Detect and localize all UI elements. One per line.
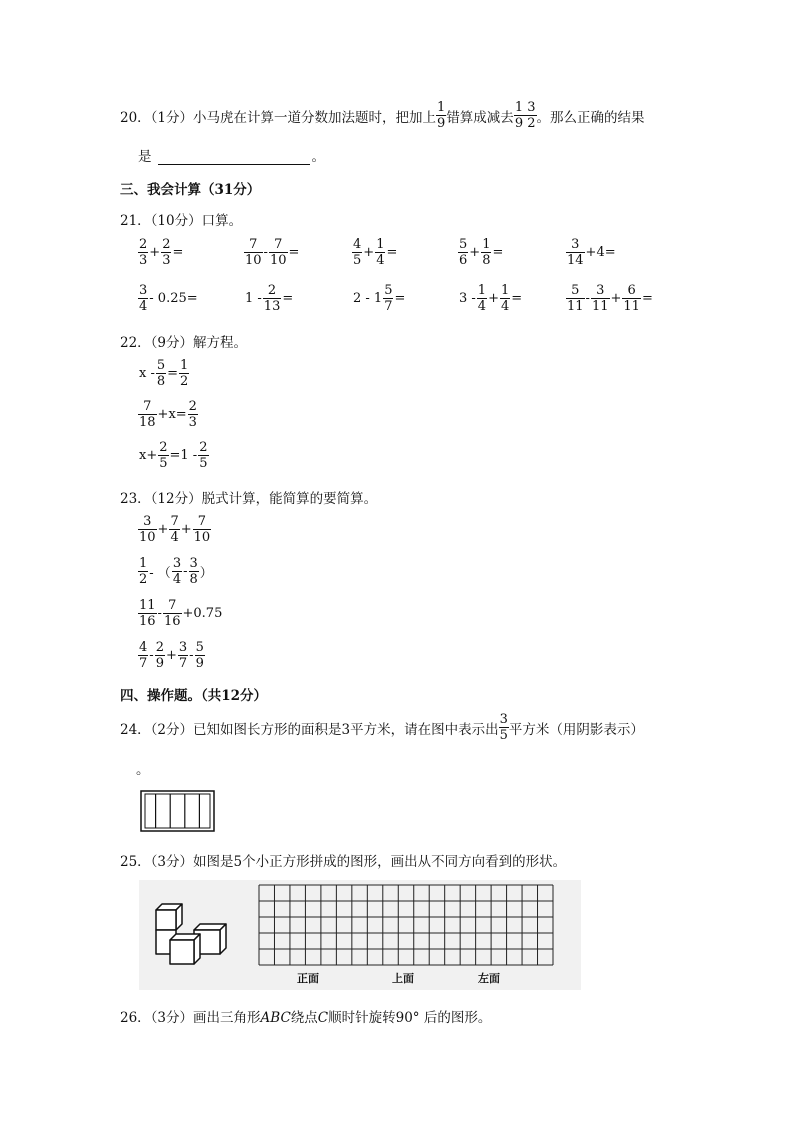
operator-text: x+ [139, 448, 158, 463]
q21-expression [566, 237, 617, 268]
q21-expression [566, 283, 654, 314]
fraction: 3 11 [591, 283, 609, 314]
q22-title: 22．（9分）解方程。 [120, 335, 248, 351]
operator-text: + [165, 648, 177, 663]
operator-text: - [149, 648, 154, 663]
fraction: 3 10 [139, 514, 156, 545]
q21-expression [138, 237, 184, 268]
q20-text-c: 。那么正确的结果 [536, 109, 645, 126]
fraction: $\frac{2}{3}$ [162, 237, 171, 268]
q26-text-b: 绕点 [290, 1010, 318, 1026]
fraction: $\frac{1}{8}$ [482, 237, 491, 268]
fraction: 5 9 [195, 640, 204, 671]
operator-text: = [641, 291, 653, 306]
operator-text: - [263, 245, 268, 260]
fraction: $\frac{6}{11}$ [623, 283, 640, 314]
operator-text: = [282, 291, 294, 306]
operator-text: = [386, 245, 398, 260]
q24-line1 [120, 712, 644, 743]
q23-expression [138, 556, 214, 587]
q24-text-a: 24．（2分）已知如图长方形的面积是3平方米，请在图中表示出 [120, 721, 499, 738]
fraction: 1 4 [477, 283, 487, 314]
q22-expression [138, 440, 209, 471]
q21-expression [244, 283, 294, 314]
q24-line2: 。 [136, 762, 150, 778]
operator-text: 2 - 1 [353, 291, 383, 306]
q20-text-b: 错算成减去 [446, 109, 514, 126]
operator-text: =1 - [169, 448, 198, 463]
view-label-front: 正面 [297, 972, 319, 985]
q20-text-a: 20．（1分）小马虎在计算一道分数加法题时，把加上 [120, 109, 437, 126]
fraction: 3 14 [567, 237, 584, 268]
operator-text: + [157, 522, 169, 537]
point-name: C [317, 1010, 329, 1026]
q20-line2-prefix: 是 [138, 149, 152, 165]
q24-text-b: 平方米（用阴影表示） [508, 721, 644, 738]
q21-expression [138, 283, 199, 314]
drawing-grid[interactable] [258, 884, 554, 966]
fraction: $\frac{2}{13}$ [263, 283, 281, 314]
fraction: $\frac{7}{4}$ [170, 514, 179, 545]
q21-expression [458, 283, 523, 314]
q22-expression [138, 358, 189, 389]
fraction: 3 4 [172, 556, 182, 587]
q23-expression [138, 598, 223, 629]
operator-text: - [189, 648, 194, 663]
operator-text: = [288, 245, 300, 260]
q20-fraction-1: 1 9 [437, 100, 446, 131]
operator-text: ） [199, 566, 213, 581]
fraction: $\frac{7}{10}$ [269, 237, 287, 268]
operator-text: = [167, 366, 179, 381]
section-4-heading: 四、操作题。（共12分） [120, 688, 268, 704]
q26-text-d: 顺时针旋转90° 后的图形。 [328, 1010, 492, 1026]
operator-text: + [149, 245, 161, 260]
fraction: 4 5 [353, 237, 362, 268]
q23-expression [138, 640, 205, 671]
rectangle-figure[interactable] [140, 790, 216, 832]
q25-title: 25．（3分）如图是5个小正方形拼成的图形，画出从不同方向看到的形状。 [120, 854, 567, 870]
operator-text: 1 - [245, 291, 262, 306]
view-label-left: 左面 [478, 972, 500, 985]
section-3-heading: 三、我会计算（31分） [120, 182, 261, 198]
operator-text: - [183, 564, 188, 579]
fraction: $\frac{2}{3}$ [188, 399, 197, 430]
q21-expression [458, 237, 504, 268]
fraction: 1 2 [139, 556, 148, 587]
fraction: 2 5 [199, 440, 208, 471]
fraction: 7 16 [163, 598, 181, 629]
fraction: $\frac{1}{4}$ [376, 237, 385, 268]
fraction: $\frac{1}{2}$ [180, 358, 189, 389]
fraction: $\frac{7}{10}$ [193, 514, 211, 545]
q26-text-a: 26．（3分）画出三角形 [120, 1010, 261, 1026]
q23-expression [138, 514, 211, 545]
fraction: 4 7 [139, 640, 148, 671]
fraction: 2 3 [139, 237, 148, 268]
operator-text: = [172, 245, 184, 260]
operator-text: - 0.25= [149, 291, 198, 306]
q21-expression [352, 283, 406, 314]
triangle-name: ABC [260, 1010, 291, 1026]
fraction: 11 16 [139, 598, 156, 629]
q20-line2 [138, 145, 325, 165]
fraction: 7 18 [139, 399, 156, 430]
operator-text: +x= [157, 407, 187, 422]
fraction: $\frac{3}{7}$ [178, 640, 188, 671]
operator-text: +4= [585, 245, 616, 260]
operator-text: + [469, 245, 481, 260]
operator-text: = [511, 291, 523, 306]
fraction: 5 6 [459, 237, 468, 268]
fraction: $\frac{5}{8}$ [156, 358, 166, 389]
operator-text: - [157, 606, 162, 621]
fraction: 3 8 [189, 556, 198, 587]
fraction: 2 9 [155, 640, 164, 671]
operator-text: = [492, 245, 504, 260]
operator-text: - [585, 291, 590, 306]
fraction: 7 10 [245, 237, 262, 268]
fraction: 3 4 [139, 283, 148, 314]
operator-text: 3 - [459, 291, 476, 306]
operator-text: + [488, 291, 499, 306]
q20-fraction-2: 1 3 9 2 [514, 100, 536, 131]
operator-text: + [610, 291, 622, 306]
operator-text: + [363, 245, 375, 260]
operator-text: +0.75 [182, 606, 223, 621]
q21-expression [352, 237, 398, 268]
q21-expression [244, 237, 300, 268]
q23-title: 23．（12分）脱式计算，能简算的要简算。 [120, 491, 378, 507]
answer-blank[interactable] [158, 150, 310, 165]
operator-text: x - [139, 366, 155, 381]
fraction: 5 11 [567, 283, 584, 314]
q22-expression [138, 399, 198, 430]
q20-line1 [120, 100, 645, 131]
fraction: $\frac{2}{5}$ [159, 440, 168, 471]
operator-text: = [394, 291, 406, 306]
q20-line2-suffix: 。 [311, 149, 325, 165]
q21-title: 21．（10分）口算。 [120, 213, 243, 229]
fraction: $\frac{1}{4}$ [500, 283, 510, 314]
fraction: $\frac{5}{7}$ [384, 283, 393, 314]
operator-text: + [180, 522, 192, 537]
q26-line [120, 1006, 491, 1026]
cube-stack-figure [148, 896, 240, 966]
operator-text: - （ [149, 566, 171, 581]
q24-fraction: 3 5 [499, 712, 508, 743]
view-label-top: 上面 [392, 972, 414, 985]
